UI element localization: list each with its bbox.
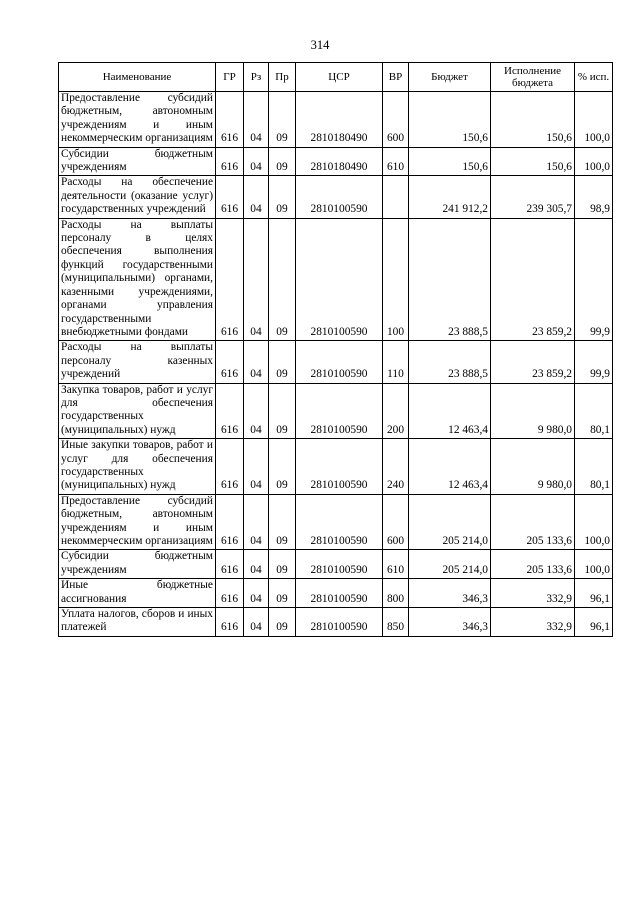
row-name: Предоставление субсидий бюджетным, автономным учреждениям и иным некоммерческим организациям — [59, 494, 216, 550]
row-budget: 346,3 — [409, 608, 491, 637]
table-row — [59, 383, 613, 439]
row-vr: 800 — [383, 579, 409, 608]
row-execution: 23 859,2 — [491, 341, 575, 383]
table-row — [59, 439, 613, 495]
row-gr: 616 — [216, 147, 244, 176]
row-gr: 616 — [216, 341, 244, 383]
row-percent: 99,9 — [575, 218, 613, 341]
row-csr: 2810100590 — [296, 608, 383, 637]
row-gr: 616 — [216, 550, 244, 579]
row-pr: 09 — [269, 92, 296, 148]
row-csr: 2810100590 — [296, 176, 383, 218]
row-gr: 616 — [216, 494, 244, 550]
row-csr: 2810100590 — [296, 494, 383, 550]
row-budget: 150,6 — [409, 147, 491, 176]
header-rz: Рз — [244, 63, 269, 92]
row-rz: 04 — [244, 550, 269, 579]
header-gr: ГР — [216, 63, 244, 92]
row-percent: 98,9 — [575, 176, 613, 218]
row-vr: 240 — [383, 439, 409, 495]
row-execution: 9 980,0 — [491, 383, 575, 439]
table-row — [59, 218, 613, 341]
row-budget: 23 888,5 — [409, 218, 491, 341]
row-name: Расходы на выплаты персоналу в целях обеспечения выполнения функций государственными (муниципальными) органами, казенными учреждениями, органами управления государственными внебюджетными фондами — [59, 218, 216, 341]
row-budget: 205 214,0 — [409, 494, 491, 550]
header-execution: Исполнение бюджета — [491, 63, 575, 92]
row-pr: 09 — [269, 579, 296, 608]
row-pr: 09 — [269, 383, 296, 439]
table-header-row — [59, 63, 613, 92]
header-budget: Бюджет — [409, 63, 491, 92]
row-csr: 2810100590 — [296, 341, 383, 383]
header-csr: ЦСР — [296, 63, 383, 92]
row-percent: 80,1 — [575, 383, 613, 439]
row-vr: 200 — [383, 383, 409, 439]
table-row — [59, 147, 613, 176]
row-budget: 346,3 — [409, 579, 491, 608]
row-name: Уплата налогов, сборов и иных платежей — [59, 608, 216, 637]
row-pr: 09 — [269, 608, 296, 637]
row-execution: 9 980,0 — [491, 439, 575, 495]
row-gr: 616 — [216, 579, 244, 608]
row-budget: 241 912,2 — [409, 176, 491, 218]
row-budget: 205 214,0 — [409, 550, 491, 579]
row-gr: 616 — [216, 218, 244, 341]
table-row — [59, 550, 613, 579]
row-gr: 616 — [216, 608, 244, 637]
row-execution: 205 133,6 — [491, 494, 575, 550]
row-vr: 850 — [383, 608, 409, 637]
table-row — [59, 176, 613, 218]
row-rz: 04 — [244, 439, 269, 495]
row-percent: 99,9 — [575, 341, 613, 383]
row-pr: 09 — [269, 494, 296, 550]
row-gr: 616 — [216, 176, 244, 218]
budget-table — [58, 62, 613, 637]
row-rz: 04 — [244, 218, 269, 341]
row-name: Закупка товаров, работ и услуг для обеспечения государственных (муниципальных) нужд — [59, 383, 216, 439]
row-csr: 2810100590 — [296, 579, 383, 608]
row-rz: 04 — [244, 579, 269, 608]
row-name: Расходы на обеспечение деятельности (оказание услуг) государственных учреждений — [59, 176, 216, 218]
row-percent: 100,0 — [575, 494, 613, 550]
row-execution: 150,6 — [491, 92, 575, 148]
row-percent: 100,0 — [575, 550, 613, 579]
row-pr: 09 — [269, 550, 296, 579]
row-execution: 150,6 — [491, 147, 575, 176]
row-name: Предоставление субсидий бюджетным, автономным учреждениям и иным некоммерческим организациям — [59, 92, 216, 148]
row-csr: 2810100590 — [296, 218, 383, 341]
row-vr: 600 — [383, 92, 409, 148]
row-pr: 09 — [269, 147, 296, 176]
header-vr: ВР — [383, 63, 409, 92]
row-rz: 04 — [244, 494, 269, 550]
row-vr — [383, 176, 409, 218]
row-execution: 239 305,7 — [491, 176, 575, 218]
row-csr: 2810180490 — [296, 92, 383, 148]
row-rz: 04 — [244, 147, 269, 176]
row-pr: 09 — [269, 439, 296, 495]
row-gr: 616 — [216, 439, 244, 495]
row-pr: 09 — [269, 341, 296, 383]
row-percent: 100,0 — [575, 147, 613, 176]
header-name: Наименование — [59, 63, 216, 92]
header-pr: Пр — [269, 63, 296, 92]
row-name: Иные закупки товаров, работ и услуг для обеспечения государственных (муниципальных) нужд — [59, 439, 216, 495]
header-percent: % исп. — [575, 63, 613, 92]
row-gr: 616 — [216, 92, 244, 148]
row-vr: 600 — [383, 494, 409, 550]
row-execution: 332,9 — [491, 579, 575, 608]
row-name: Расходы на выплаты персоналу казенных учреждений — [59, 341, 216, 383]
row-percent: 96,1 — [575, 608, 613, 637]
table-row — [59, 341, 613, 383]
row-vr: 610 — [383, 147, 409, 176]
page-number: 314 — [310, 38, 330, 52]
row-execution: 205 133,6 — [491, 550, 575, 579]
row-pr: 09 — [269, 176, 296, 218]
row-budget: 12 463,4 — [409, 439, 491, 495]
table-row — [59, 608, 613, 637]
row-execution: 23 859,2 — [491, 218, 575, 341]
row-pr: 09 — [269, 218, 296, 341]
row-name: Субсидии бюджетным учреждениям — [59, 550, 216, 579]
table-row — [59, 494, 613, 550]
row-name: Субсидии бюджетным учреждениям — [59, 147, 216, 176]
row-budget: 23 888,5 — [409, 341, 491, 383]
row-budget: 150,6 — [409, 92, 491, 148]
row-percent: 100,0 — [575, 92, 613, 148]
row-csr: 2810100590 — [296, 383, 383, 439]
row-vr: 100 — [383, 218, 409, 341]
row-csr: 2810180490 — [296, 147, 383, 176]
row-rz: 04 — [244, 341, 269, 383]
row-name: Иные бюджетные ассигнования — [59, 579, 216, 608]
row-vr: 610 — [383, 550, 409, 579]
row-rz: 04 — [244, 176, 269, 218]
row-rz: 04 — [244, 608, 269, 637]
row-budget: 12 463,4 — [409, 383, 491, 439]
row-execution: 332,9 — [491, 608, 575, 637]
row-percent: 96,1 — [575, 579, 613, 608]
row-csr: 2810100590 — [296, 550, 383, 579]
row-percent: 80,1 — [575, 439, 613, 495]
row-gr: 616 — [216, 383, 244, 439]
table-row — [59, 579, 613, 608]
table-row — [59, 92, 613, 148]
row-rz: 04 — [244, 383, 269, 439]
row-rz: 04 — [244, 92, 269, 148]
row-vr: 110 — [383, 341, 409, 383]
row-csr: 2810100590 — [296, 439, 383, 495]
